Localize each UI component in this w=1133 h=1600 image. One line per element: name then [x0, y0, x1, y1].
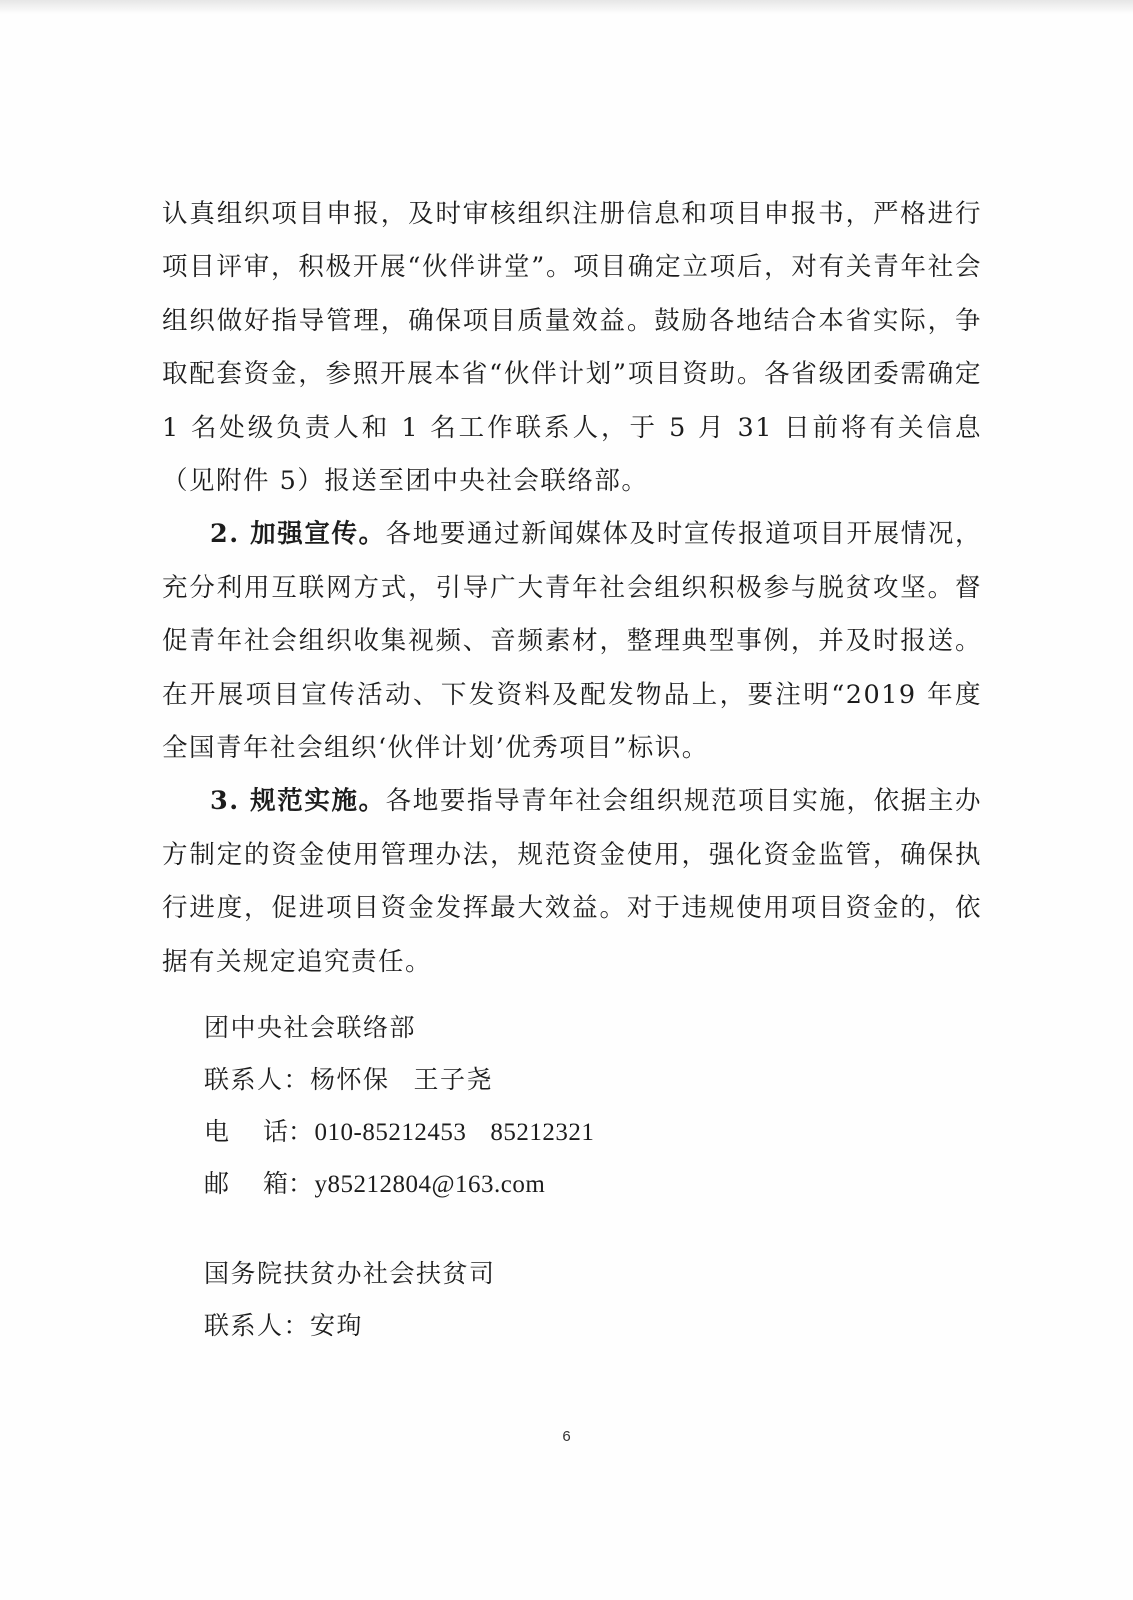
paragraph-publicity — [162, 508, 982, 775]
phone-colon: ： — [288, 1117, 315, 1146]
phone-label — [204, 1106, 288, 1158]
paragraph-text: 各地要指导青年社会组织规范项目实施，依据主办方制定的资金使用管理办法，规范资金使用，强化资金监管，确保执行进度，促进项目资金发挥最大效益。对于违规使用项目资金的，依据有关规定追究责任。 — [162, 786, 982, 977]
contact-name: 安珣 — [310, 1311, 364, 1340]
phone-number: 010-85212453 — [314, 1119, 467, 1146]
contact-name: 王子尧 — [413, 1065, 494, 1094]
email-label-char: 箱 — [263, 1169, 289, 1198]
page-number: 6 — [562, 1428, 571, 1445]
contact-name: 杨怀保 — [310, 1065, 390, 1094]
paragraph-standard-implementation — [162, 775, 982, 989]
paragraph-text: 各地要通过新闻媒体及时宣传报道项目开展情况，充分利用互联网方式，引导广大青年社会组织积极参与脱贫攻坚。督促青年社会组织收集视频、音频素材，整理典型事例，并及时报送。在开展项目宣传活动、下发资料及配发物品上，要注明“2019 年度全国青年社会组织‘伙伴计划’优秀项目”标识。 — [162, 519, 982, 764]
phone-label-char: 电 — [204, 1117, 230, 1146]
paragraph-organize-declaration — [162, 188, 982, 508]
contact-org: 国务院扶贫办社会扶贫司 — [204, 1259, 496, 1288]
paragraph-text: 认真组织项目申报，及时审核组织注册信息和项目申报书，严格进行项目评审，积极开展“伙伴讲堂”。项目确定立项后，对有关青年社会组织做好指导管理，确保项目质量效益。鼓励各地结合本省实际，争取配套资金，参照开展本省“伙伴计划”项目资助。各省级团委需确定 1 名处级负责人和 1 名工作联系人，于 5 月 31 日前将有关信息（见附件 5）报送至团中央社会联络部。 — [162, 199, 982, 497]
paragraph-heading: 3. 规范实施。 — [210, 786, 386, 817]
phone-label-char: 话 — [263, 1117, 289, 1146]
scan-edge-shadow — [0, 0, 1133, 14]
paragraph-heading: 2. 加强宣传。 — [210, 519, 386, 550]
contact-label: 联系人： — [204, 1065, 311, 1094]
contact-email — [204, 1158, 804, 1210]
email-colon: ： — [288, 1169, 315, 1198]
contact-label: 联系人： — [204, 1311, 311, 1340]
contact-phone — [204, 1106, 804, 1158]
email-label-char: 邮 — [204, 1169, 230, 1198]
phone-number: 85212321 — [490, 1119, 595, 1146]
email-label — [204, 1158, 288, 1210]
contact-block-youth-league — [204, 1002, 804, 1210]
body-text — [162, 188, 982, 989]
contact-org: 团中央社会联络部 — [204, 1013, 417, 1042]
contact-persons — [204, 1054, 804, 1106]
contact-persons — [204, 1300, 804, 1352]
email-address[interactable]: y85212804@163.com — [314, 1171, 546, 1198]
contact-block-poverty-office — [204, 1248, 804, 1352]
